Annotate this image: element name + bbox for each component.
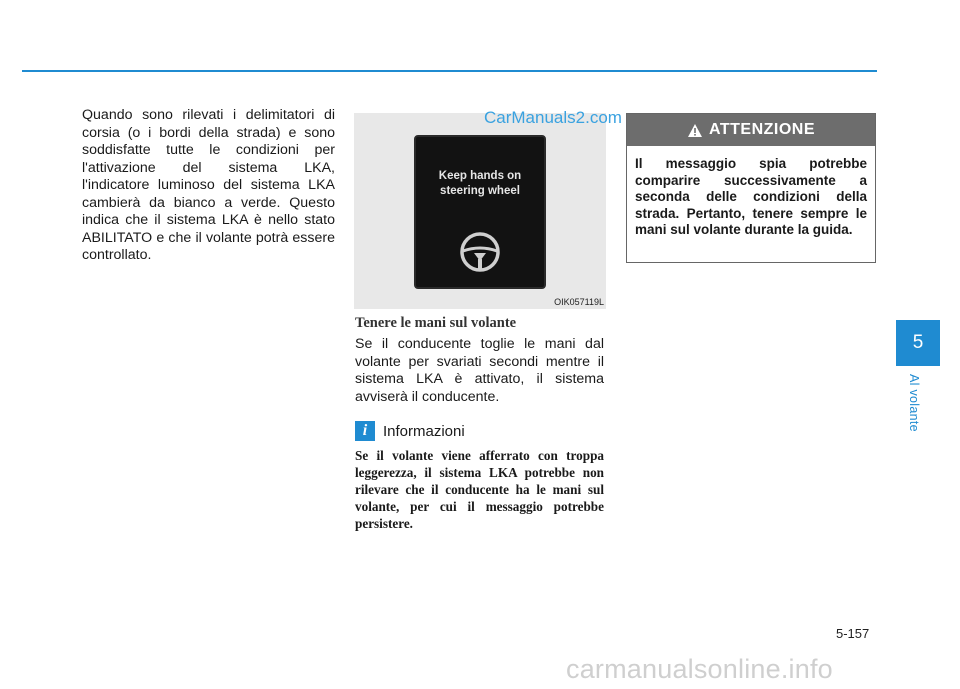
- info-title: Informazioni: [383, 423, 465, 440]
- info-paragraph: Se il volante viene afferrato con troppa leggerezza, il sistema LKA potrebbe non rilevare che il conducente ha le mani sul volante, per cui il messaggio potrebbe persistere.: [355, 448, 604, 531]
- figure-code: OIK057119L: [554, 297, 604, 307]
- steering-wheel-icon: [459, 231, 501, 273]
- watermark-logo: CarManuals2.com: [484, 108, 622, 127]
- info-icon: i: [355, 421, 375, 441]
- middle-column-paragraph: Se il conducente toglie le mani dal volante per svariati secondi mentre il sistema LKA è attivato, il sistema avviserà il conducente.: [355, 336, 604, 405]
- page-number: 5-157: [836, 626, 870, 641]
- warning-body: Il messaggio spia potrebbe comparire successivamente a seconda delle condizioni della strada. Pertanto, tenere sempre le mani sul volante durante la guida.: [635, 156, 867, 237]
- warning-header: [627, 114, 875, 146]
- left-column-paragraph: Quando sono rilevati i delimitatori di corsia (o i bordi della strada) e sono soddisfatte tutte le condizioni per l'attivazione del sistema LKA, l'indicatore luminoso del sistema LKA cambierà da bianco a verde. Questo indica che il sistema LKA è nello stato ABILITATO e che il volante potrà essere controllato.: [82, 107, 335, 263]
- cluster-screen: [414, 135, 546, 289]
- screen-line-2: steering wheel: [440, 185, 520, 197]
- section-subheading: Tenere le mani sul volante: [355, 315, 517, 331]
- chapter-title: Al volante: [907, 374, 921, 432]
- dashboard-figure: [354, 113, 606, 309]
- warning-title: ATTENZIONE: [708, 121, 816, 138]
- screen-message: [416, 169, 544, 199]
- footer-watermark: carmanualsonline.info: [566, 654, 833, 684]
- top-rule: [22, 70, 877, 72]
- warning-box: [626, 113, 876, 263]
- warning-triangle-icon: [687, 123, 703, 138]
- chapter-number-tab: 5: [896, 320, 940, 366]
- screen-line-1: Keep hands on: [438, 170, 522, 182]
